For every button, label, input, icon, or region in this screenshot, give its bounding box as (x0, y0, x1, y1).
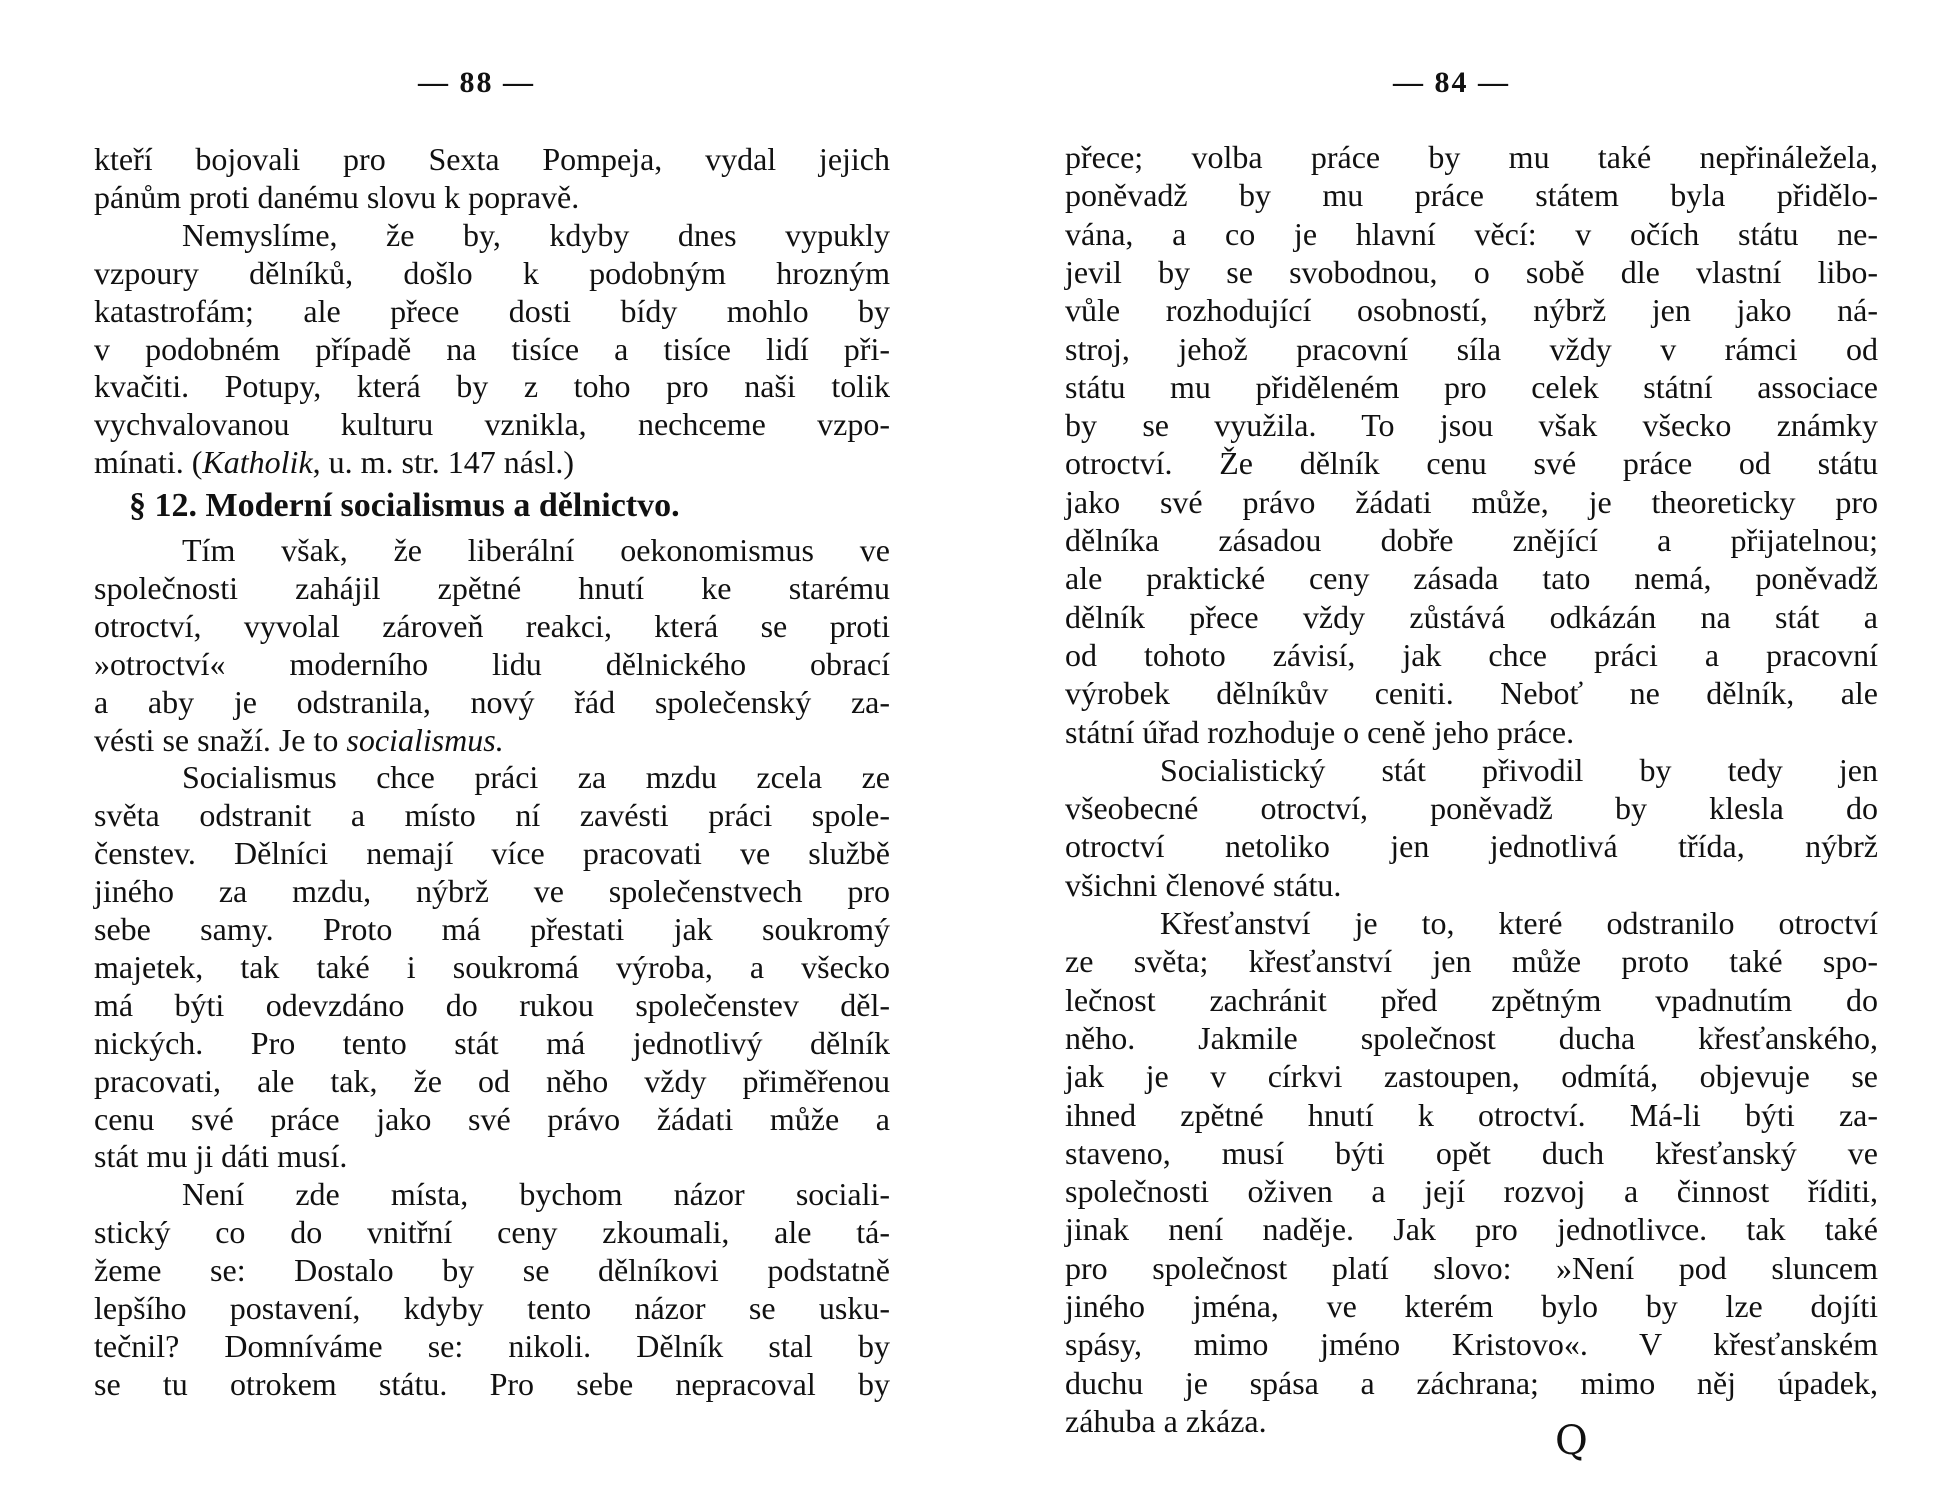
text-line (94, 1137, 890, 1175)
text-line (1065, 1402, 1878, 1440)
text-segment: výrobek dělníkův ceniti. Neboť ne dělník, ale (1065, 675, 1878, 712)
text-line (94, 948, 890, 986)
text-segment: katastrofám; ale přece dosti bídy mohlo by (94, 292, 890, 329)
text-segment: Nemyslíme, že by, kdyby dnes vypukly (182, 216, 890, 253)
text-segment: poněvadž by mu práce státem byla přidělo- (1065, 177, 1878, 214)
text-segment: jinak není naděje. Jak pro jednotlivce. tak také (1065, 1211, 1878, 1248)
text-segment: tečnil? Domníváme se: nikoli. Dělník stal by (94, 1327, 890, 1364)
text-segment: vůle rozhodující osobností, nýbrž jen jako ná- (1065, 292, 1878, 329)
text-segment: od tohoto závisí, jak chce práci a pracovní (1065, 636, 1878, 673)
text-segment: Křesťanství je to, které odstranilo otroctví (1160, 905, 1878, 941)
text-segment: státu mu přiděleném pro celek státní associace (1065, 368, 1878, 405)
text-line (1065, 636, 1878, 674)
text-line (94, 292, 890, 330)
text-line (1065, 789, 1878, 827)
text-segment: otroctví netoliko jen jednotlivá třída, nýbrž (1065, 828, 1878, 865)
text-segment: jevil by se svobodnou, o sobě dle vlastní libo- (1065, 253, 1878, 290)
text-segment: duchu je spása a záchrana; mimo něj úpadek, (1065, 1364, 1878, 1401)
text-line (1065, 291, 1878, 329)
text-line (94, 1213, 890, 1251)
text-segment: vzpoury dělníků, došlo k podobným hrozným (94, 254, 890, 291)
text-line (94, 645, 890, 683)
text-segment: státní úřad rozhoduje o ceně jeho práce. (1065, 713, 1575, 750)
text-line (1065, 942, 1878, 980)
text-segment: ze světa; křesťanství jen může proto také spo- (1065, 943, 1878, 980)
text-line (1065, 1210, 1878, 1248)
text-line (1065, 559, 1878, 597)
text-line (94, 834, 890, 872)
text-line (94, 1289, 890, 1327)
text-line (182, 758, 890, 796)
text-segment: pracovati, ale tak, že od něho vždy přiměřenou (94, 1062, 890, 1099)
text-segment: všeobecné otroctví, poněvadž by klesla do (1065, 790, 1878, 827)
text-segment: kvačiti. Potupy, která by z toho pro naši tolik (94, 368, 890, 405)
text-line (94, 1024, 890, 1062)
text-line (1065, 253, 1878, 291)
text-segment: čenstev. Dělníci nemají více pracovati ve službě (94, 835, 890, 872)
text-line (182, 531, 890, 569)
text-segment: společnosti oživen a její rozvoj a činnost říditi, (1065, 1173, 1878, 1210)
text-line (1065, 368, 1878, 406)
text-segment: § 12. Moderní socialismus a dělnictvo. (129, 487, 680, 525)
text-segment: něho. Jakmile společnost ducha křesťanského, (1065, 1019, 1878, 1056)
text-segment: vésti se snaží. Je to (94, 721, 347, 758)
text-segment: záhuba a zkáza. (1065, 1402, 1267, 1439)
text-line (1160, 904, 1878, 942)
text-segment: cenu své práce jako své právo žádati může a (94, 1100, 890, 1137)
text-line (1065, 330, 1878, 368)
text-line (94, 1327, 890, 1365)
text-segment: Socialistický stát přivodil by tedy jen (1160, 751, 1878, 788)
text-line (94, 405, 890, 443)
text-line (1065, 444, 1878, 482)
text-line (1065, 176, 1878, 214)
text-segment: všichni členové státu. (1065, 866, 1342, 903)
page-number: — 88 — (418, 66, 535, 99)
text-segment: stický co do vnitřní ceny zkoumali, ale tá- (94, 1214, 890, 1251)
text-segment: by se využila. To jsou však všecko známky (1065, 407, 1878, 444)
text-line (182, 216, 890, 254)
text-line (1065, 215, 1878, 253)
text-segment: a aby je odstranila, nový řád společenský za- (94, 683, 890, 720)
text-line (94, 1365, 890, 1403)
text-line (94, 569, 890, 607)
text-line (1065, 1134, 1878, 1172)
right-page (975, 0, 1950, 1500)
text-line (1160, 751, 1878, 789)
text-line (1065, 1057, 1878, 1095)
text-line (1065, 1249, 1878, 1287)
text-line (94, 178, 890, 216)
text-line (1065, 1325, 1878, 1363)
text-line (1065, 483, 1878, 521)
text-segment: jiného jména, ve kterém bylo by lze dojíti (1065, 1288, 1878, 1324)
text-line (1065, 866, 1878, 904)
text-segment: jak je v církvi zastoupen, odmítá, objevuje se (1065, 1058, 1878, 1095)
text-segment: dělníka zásadou dobře znějící a přijatelnou; (1065, 522, 1878, 558)
text-line (94, 330, 890, 368)
text-line (1065, 406, 1878, 444)
text-segment: vychvalovanou kulturu vznikla, nechceme vzpo- (94, 406, 890, 443)
text-segment: lepšího postavení, kdyby tento názor se usku- (94, 1290, 890, 1326)
text-line (94, 443, 890, 481)
text-line (1065, 713, 1878, 751)
text-line (1065, 981, 1878, 1019)
text-segment: stát mu ji dáti musí. (94, 1138, 348, 1175)
text-line (94, 254, 890, 292)
text-segment: kteří bojovali pro Sexta Pompeja, vydal jejich (94, 141, 890, 177)
italic-text: Katholik (202, 444, 313, 481)
text-segment: se tu otrokem státu. Pro sebe nepracoval by (94, 1365, 890, 1402)
text-line (94, 910, 890, 948)
text-segment: žeme se: Dostalo by se dělníkovi podstatně (94, 1252, 890, 1289)
text-line (1065, 138, 1878, 176)
text-segment: v podobném případě na tisíce a tisíce lidí při- (94, 330, 890, 367)
text-segment: pánům proti danému slovu k popravě. (94, 178, 580, 215)
section-heading (129, 487, 925, 525)
text-segment: přece; volba práce by mu také nepřináležela, (1065, 139, 1878, 175)
text-segment: jiného za mzdu, nýbrž ve společenstvech pro (94, 873, 890, 910)
italic-text: socialismus. (346, 721, 504, 758)
text-segment: Není zde místa, bychom názor sociali- (182, 1176, 890, 1213)
text-segment: ale praktické ceny zásada tato nemá, poněvadž (1065, 560, 1878, 597)
text-segment: pro společnost platí slovo: »Není pod sluncem (1065, 1249, 1878, 1286)
text-line (1065, 674, 1878, 712)
text-segment: dělník přece vždy zůstává odkázán na stát a (1065, 598, 1878, 635)
text-segment: Socialismus chce práci za mzdu zcela ze (182, 759, 890, 796)
handwritten-mark: Q (1555, 1418, 1588, 1464)
text-line (94, 140, 890, 178)
text-segment: stroj, jehož pracovní síla vždy v rámci od (1065, 330, 1878, 367)
text-segment: ihned zpětné hnutí k otroctví. Má-li býti za- (1065, 1096, 1878, 1133)
text-line (94, 872, 890, 910)
text-line (94, 1062, 890, 1100)
text-line (94, 1100, 890, 1138)
text-line (1065, 521, 1878, 559)
text-line (94, 721, 890, 759)
page-number: — 84 — (1393, 66, 1510, 99)
text-segment: mínati. ( (94, 444, 203, 481)
text-line (94, 367, 890, 405)
text-segment: nických. Pro tento stát má jednotlivý dělník (94, 1024, 890, 1061)
text-segment: Tím však, že liberální oekonomismus ve (182, 532, 890, 568)
text-segment: vána, a co je hlavní věcí: v očích státu ne- (1065, 215, 1878, 252)
text-line (1065, 827, 1878, 865)
text-segment: »otroctví« moderního lidu dělnického obrací (94, 645, 890, 682)
text-segment: spásy, mimo jméno Kristovo«. V křesťanském (1065, 1326, 1878, 1363)
text-line (182, 1175, 890, 1213)
text-line (1065, 1019, 1878, 1057)
text-segment: majetek, tak také i soukromá výroba, a všecko (94, 948, 890, 985)
text-line (1065, 1364, 1878, 1402)
text-line (94, 607, 890, 645)
text-segment: jako své právo žádati může, je theoreticky pro (1065, 483, 1878, 520)
text-segment: otroctví. Že dělník cenu své práce od státu (1065, 445, 1878, 482)
text-line (94, 796, 890, 834)
text-segment: světa odstranit a místo ní zavésti práci spole- (94, 797, 890, 834)
text-line (1065, 1096, 1878, 1134)
text-segment: má býti odevzdáno do rukou společenstev děl- (94, 986, 890, 1023)
text-segment: otroctví, vyvolal zároveň reakci, která se proti (94, 607, 890, 644)
text-segment: staveno, musí býti opět duch křesťanský ve (1065, 1134, 1878, 1171)
text-line (1065, 1287, 1878, 1325)
text-line (94, 1251, 890, 1289)
text-line (1065, 598, 1878, 636)
text-line (1065, 1172, 1878, 1210)
text-segment: , u. m. str. 147 násl.) (312, 444, 574, 481)
text-segment: společnosti zahájil zpětné hnutí ke starému (94, 569, 890, 606)
text-segment: sebe samy. Proto má přestati jak soukromý (94, 911, 890, 947)
text-line (94, 986, 890, 1024)
text-segment: lečnost zachránit před zpětným vpadnutím do (1065, 981, 1878, 1018)
text-line (94, 683, 890, 721)
